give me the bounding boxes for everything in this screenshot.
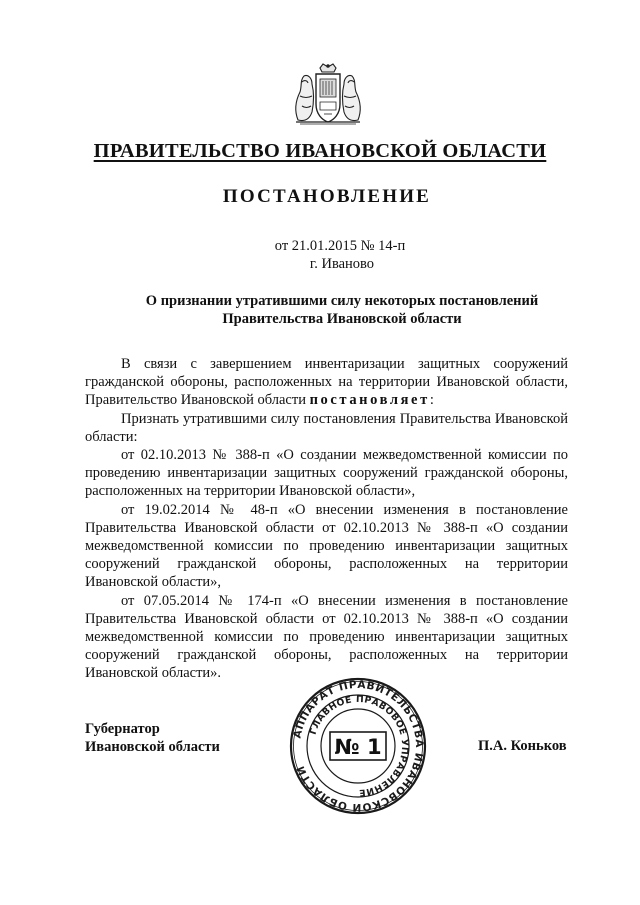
stamp-outer-textpath: АППАРАТ ПРАВИТЕЛЬСТВА ИВАНОВСКОЙ ОБЛАСТИ xyxy=(291,678,426,814)
official-stamp xyxy=(288,676,428,816)
body-paragraph-item-2: от 19.02.2014 № 48-п «О внесении изменения в постановление Правительства Ивановской области от 02.10.2013 № 388-п «О создании межведомственной комиссии по проведению инвентаризации защитных сооружений гражданской обороны, расположенных на территории Ивановской области», xyxy=(85,501,568,591)
body-paragraph-preamble xyxy=(85,355,568,410)
stamp-inner-textpath: ГЛАВНОЕ ПРАВОВОЕ УПРАВЛЕНИЕ xyxy=(307,693,411,799)
coat-of-arms-icon xyxy=(290,62,366,128)
signer-title-line-1: Губернатор xyxy=(85,721,160,737)
document-type-heading: ПОСТАНОВЛЕНИЕ xyxy=(222,186,432,207)
organization-title: ПРАВИТЕЛЬСТВО ИВАНОВСКОЙ ОБЛАСТИ xyxy=(93,140,547,162)
body-paragraph-item-1: от 02.10.2013 № 388-п «О создании межведомственной комиссии по проведению инвентаризации защитных сооружений гражданской обороны, расположенных на территории Ивановской области», xyxy=(85,447,568,500)
signer-title-line-2: Ивановской области xyxy=(85,739,220,755)
preamble-colon: : xyxy=(429,392,434,409)
body-paragraph-item-3: от 07.05.2014 № 174-п «О внесении изменения в постановление Правительства Ивановской области от 02.10.2013 № 388-п «О создании межведомственной комиссии по проведению инвентаризации защитных сооружений гражданской обороны, расположенных на территории Ивановской области». xyxy=(85,592,568,682)
stamp-number: № 1 xyxy=(334,735,382,759)
body-paragraph-resolution: Признать утратившими силу постановления Правительства Ивановской области: xyxy=(85,410,568,445)
signer-name: П.А. Коньков xyxy=(478,738,567,754)
signer-title xyxy=(85,720,220,756)
document-city: г. Иваново xyxy=(309,256,375,272)
resolves-keyword: постановляет xyxy=(309,392,430,409)
subject-line-2: Правительства Ивановской области xyxy=(222,311,462,327)
document-subject xyxy=(0,292,640,328)
preamble-text: В связи с завершением инвентаризации защитных сооружений гражданской обороны, расположенных на территории Ивановской области, Правительство Ивановской области xyxy=(85,356,568,409)
subject-line-1: О признании утратившими силу некоторых постановлений xyxy=(145,293,539,309)
document-date-number: от 21.01.2015 № 14-п xyxy=(274,238,406,254)
document-body xyxy=(85,355,568,683)
